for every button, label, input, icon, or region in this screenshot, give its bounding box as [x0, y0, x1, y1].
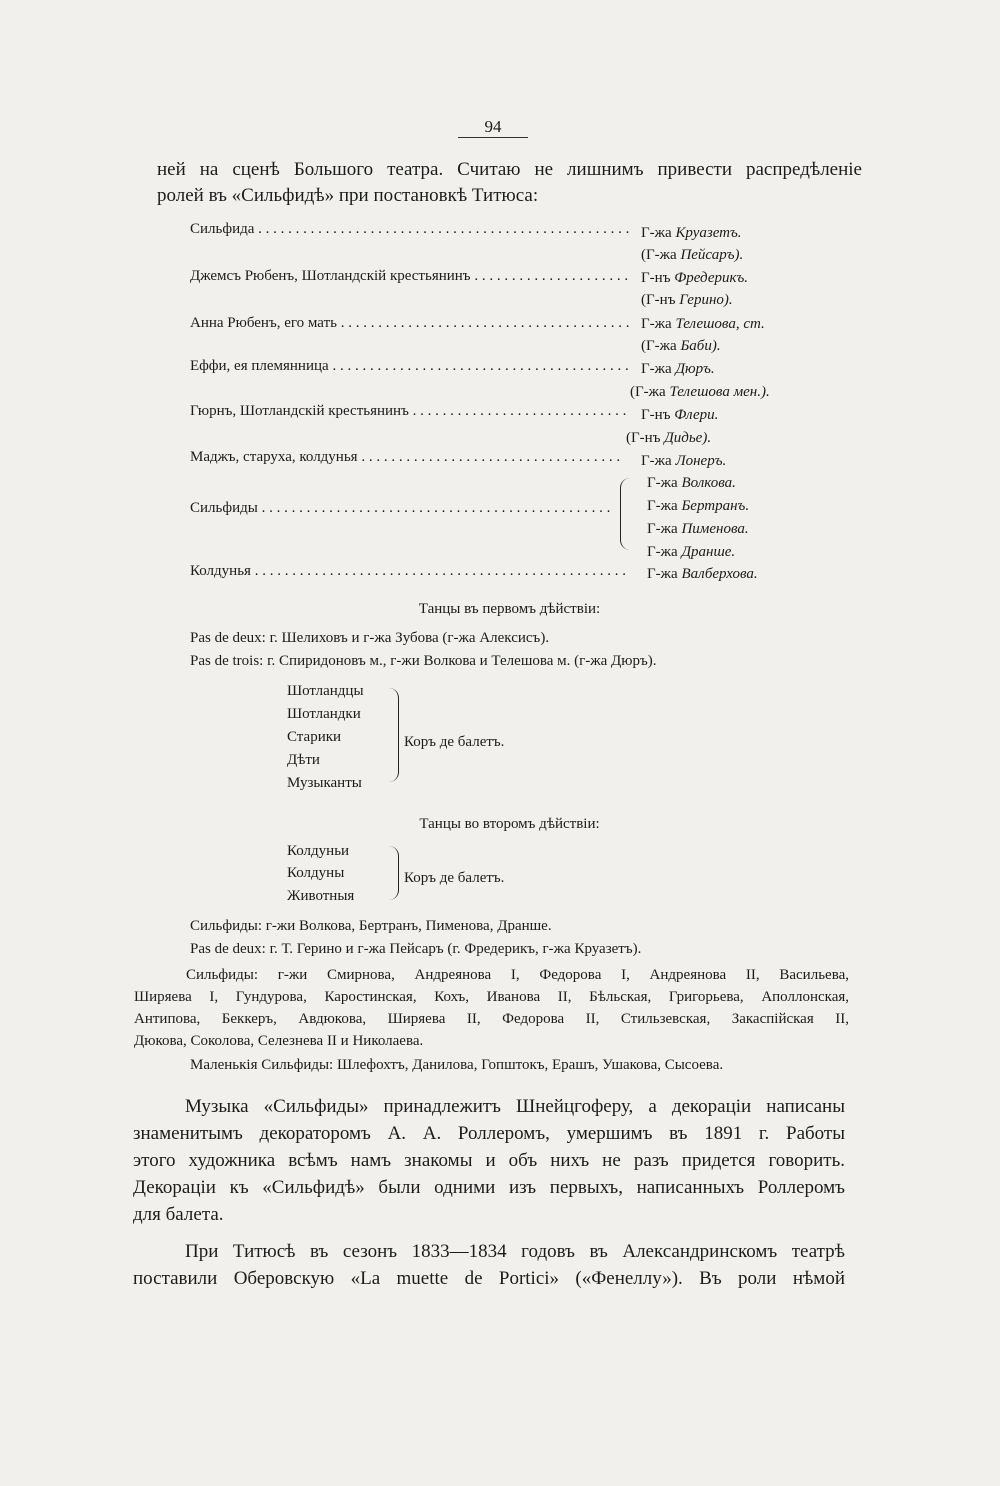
wrap-line: Антипова, Беккеръ, Авдюкова, Ширяева II, Федорова II, Стильзевская, Закаспійская II, [134, 1011, 849, 1027]
cast-actor: Г-жа Телешова, ст. [641, 316, 765, 332]
act2-group-label: Коръ де балетъ. [404, 870, 505, 886]
act1-group-item: Старики [287, 729, 342, 745]
para-line: для балета. [133, 1204, 224, 1225]
act1-pas-de-deux: Pas de deux: г. Шелиховъ и г-жа Зубова (г-жа Алексисъ). [190, 630, 550, 646]
intro-line: ролей въ «Сильфидѣ» при постановкѣ Титюса: [157, 185, 539, 206]
act1-group-item: Шотландки [287, 706, 361, 722]
cast-role: Анна Рюбенъ, его мать . . . [190, 312, 630, 334]
para-line: знаменитымъ декораторомъ А. А. Роллеромъ, умершимъ въ 1891 г. Работы [133, 1123, 845, 1144]
page-number: 94 [458, 117, 528, 138]
cast-role: Еффи, ея племянница . . . [190, 355, 630, 377]
paragraph-titus [133, 1238, 845, 1292]
act1-group-item: Музыканты [287, 775, 362, 791]
cast-actor: Г-жа Драншe. [647, 544, 736, 560]
intro-paragraph [157, 157, 862, 209]
cast-actor: Г-нъ Фредерикъ. [641, 270, 749, 286]
cast-understudy: (Г-жа Пейсаръ). [641, 247, 744, 263]
act2-bracket [388, 846, 399, 900]
cast-role: Гюрнъ, Шотландскій крестьянинъ . . . [190, 400, 630, 422]
para-line: При Титюсѣ въ сезонъ 1833—1834 годовъ въ Александринскомъ театрѣ [185, 1241, 845, 1262]
act2-group-item: Животныя [287, 888, 355, 904]
para-line: Музыка «Сильфиды» принадлежитъ Шнейцгоферу, а декораціи написаны [185, 1096, 845, 1117]
cast-actor: Г-жа Круазетъ. [641, 225, 742, 241]
cast-role: Джемсъ Рюбенъ, Шотландскій крестьянинъ . . . [190, 265, 630, 287]
cast-actor: Г-жа Лонеръ. [641, 453, 727, 469]
cast-role: Колдунья . . . [190, 560, 625, 582]
cast-actor: Г-жа Волкова. [647, 475, 736, 491]
act1-pas-de-trois: Pas de trois: г. Спиридоновъ м., г-жи Волкова и Телешова м. (г-жа Дюръ). [190, 653, 657, 669]
para-line: этого художника всѣмъ намъ знакомы и объ нихъ не разъ придется говорить. [133, 1150, 845, 1171]
intro-line: ней на сценѣ Большого театра. Считаю не лишнимъ привести распредѣленіе [157, 159, 862, 180]
cast-bracket [620, 478, 631, 550]
wrap-line: Ширяева I, Гундурова, Каростинская, Кохъ, Иванова II, Бѣльская, Григорьева, Аполлонская, [134, 989, 849, 1005]
act2-sylphides-list [134, 964, 849, 1052]
act2-group-item: Колдуньи [287, 843, 350, 859]
act1-group-item: Шотландцы [287, 683, 364, 699]
wrap-line: Дюкова, Соколова, Селезнева II и Николаева. [134, 1033, 424, 1049]
act1-bracket [388, 688, 399, 782]
wrap-line: Сильфиды: г-жи Смирнова, Андреянова I, Федорова I, Андреянова II, Васильева, [186, 967, 849, 983]
para-line: Декораціи къ «Сильфидѣ» были одними изъ первыхъ, написанныхъ Роллеромъ [133, 1177, 845, 1198]
act2-group-item: Колдуны [287, 865, 345, 881]
para-line: поставили Оберовскую «La muette de Portici» («Фенеллу»). Въ роли нѣмой [133, 1268, 845, 1289]
act2-little-sylphides: Маленькія Сильфиды: Шлефохтъ, Данилова, Гопштокъ, Ерашъ, Ушакова, Сысоева. [190, 1057, 724, 1073]
cast-actor: Г-жа Бертранъ. [647, 498, 750, 514]
act1-group-label: Коръ де балетъ. [404, 734, 505, 750]
cast-understudy: (Г-нъ Дидье). [626, 430, 712, 446]
cast-role: Сильфида . . . [190, 218, 630, 240]
act2-sylphides: Сильфиды: г-жи Волкова, Бертранъ, Пименова, Драншe. [190, 918, 552, 934]
paragraph-music [133, 1093, 845, 1228]
cast-understudy: (Г-нъ Герино). [641, 292, 733, 308]
act1-group-item: Дѣти [287, 752, 320, 768]
cast-understudy: (Г-жа Баби). [641, 338, 721, 354]
act2-pas-de-deux: Pas de deux: г. Т. Герино и г-жа Пейсаръ (г. Фредерикъ, г-жа Круазетъ). [190, 941, 642, 957]
act2-heading: Танцы во второмъ дѣйствіи: [419, 816, 600, 832]
cast-understudy: (Г-жа Телешова мен.). [630, 384, 770, 400]
act1-heading: Танцы въ первомъ дѣйствіи: [418, 601, 601, 617]
cast-role: Маджъ, старуха, колдунья . . . [190, 446, 620, 468]
cast-actor: Г-жа Валберхова. [647, 566, 758, 582]
cast-role-sylphides: Сильфиды . . . [190, 497, 615, 519]
cast-actor: Г-жа Пименова. [647, 521, 749, 537]
cast-actor: Г-жа Дюръ. [641, 361, 715, 377]
cast-actor: Г-нъ Флери. [641, 407, 719, 423]
